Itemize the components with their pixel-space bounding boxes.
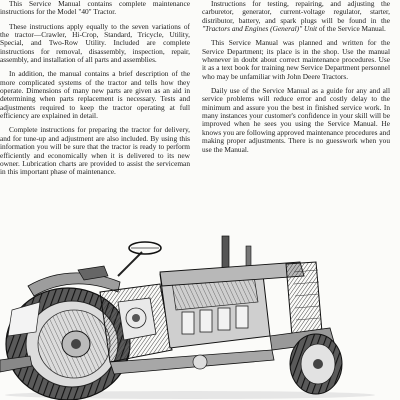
purpose-paragraph: This Service Manual was planned and written for the Service Department; its place is in the shop. Use the manual whenever in doubt about correct maintenance procedures. Use it as a text book for training new Service Department personnel who may be unfamiliar with John Deere Tractors. [202, 38, 390, 81]
unit-reference: "Tractors and Engines (General)" Unit [202, 24, 318, 34]
left-text-column [0, 0, 190, 183]
variations-paragraph: These instructions apply equally to the seven variations of the tractor—Crawler, Hi-Crop, Standard, Tricycle, Utility, Special, and Two-Row Utility. Included are complete instructions for removal, disassembly, inspection, repair, assembly, and installation of all parts and assemblies. [0, 21, 190, 65]
description-paragraph: In addition, the manual contains a brief description of the more complicated systems of the tractor and tells how they operate. Dimensions of many new parts are given as an aid in determining when parts replacement is necessary. Tests and adjustments required to keep the tractor operating at full efficiency are explained in detail. [0, 69, 190, 121]
testing-text-end: of the Service Manual. [317, 24, 386, 34]
testing-text-start: Instructions for testing, repairing, and adjusting the carburetor, generator, current-voltage regulator, starter, distributor, battery, and spark plugs will be found in the [202, 0, 390, 25]
right-text-column [202, 0, 390, 160]
testing-paragraph [202, 0, 390, 33]
front-wheel [290, 334, 342, 394]
intro-paragraph: This Service Manual contains complete maintenance instructions for the Model "40" Tractor. [0, 0, 190, 17]
delivery-paragraph: Complete instructions for preparing the tractor for delivery, and for tune-up and adjustment are also included. By using this information you will be sure that the tractor is ready to perform efficiently and economically when it is delivered to its new owner. Lubrication charts are provided to assist the serviceman in this important phase of maintenance. [0, 125, 190, 177]
daily-use-paragraph: Daily use of the Service Manual as a guide for any and all service problems will reduce error and costly delay to the minimum and assure you the best in finished service work. In many instances your customer's confidence in your skill will be improved when he sees you using the Service Manual. He knows you are following approved maintenance procedures and making proper adjustments. There is no guesswork when you use the Manual. [202, 86, 390, 154]
tractor-cutaway-illustration-icon [0, 232, 400, 400]
